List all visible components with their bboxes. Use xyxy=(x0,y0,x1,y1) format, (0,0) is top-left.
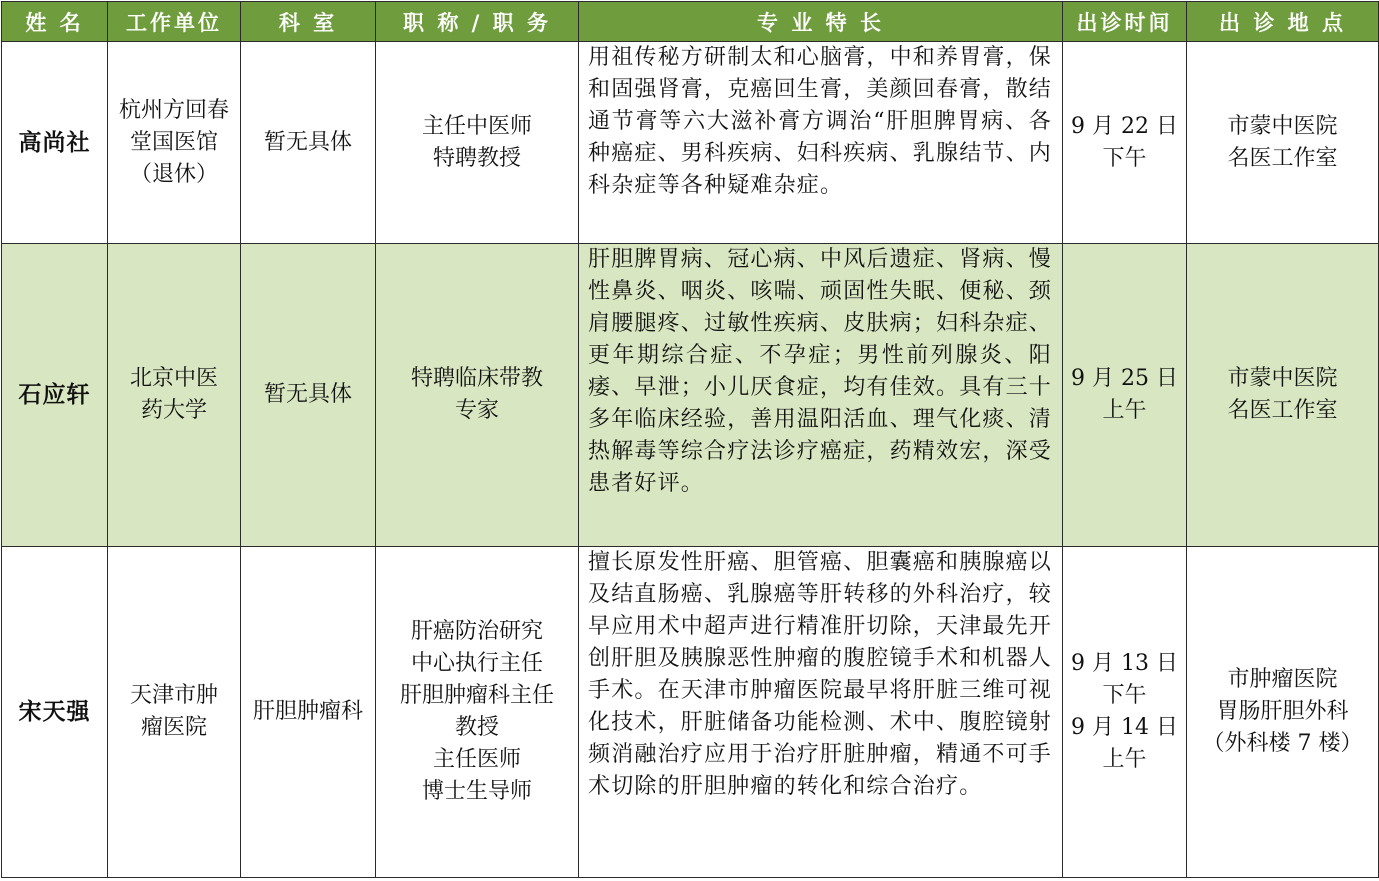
schedule-table xyxy=(1,1,1379,878)
clinic-time: 9 月 25 日 上午 xyxy=(1063,244,1187,547)
department: 暂无具体 xyxy=(241,42,376,244)
header-title: 职 称 / 职 务 xyxy=(376,2,579,42)
clinic-location: 市肿瘤医院 胃肠肝胆外科 （外科楼 7 楼） xyxy=(1187,547,1379,878)
header-time: 出诊时间 xyxy=(1063,2,1187,42)
header-specialty: 专 业 特 长 xyxy=(579,2,1063,42)
specialty: 用祖传秘方研制太和心脑膏，中和养胃膏，保和固强肾膏，克癌回生膏，美颜回春膏，散结通节膏等六大滋补膏方调治“肝胆脾胃病、各种癌症、男科疾病、妇科疾病、乳腺结节、内科杂症等各种疑难杂症。 xyxy=(579,42,1063,244)
header-name: 姓 名 xyxy=(2,2,108,42)
job-title: 主任中医师 特聘教授 xyxy=(376,42,579,244)
department: 暂无具体 xyxy=(241,244,376,547)
header-dept: 科 室 xyxy=(241,2,376,42)
work-unit: 北京中医 药大学 xyxy=(108,244,241,547)
doctor-name: 高尚社 xyxy=(2,42,108,244)
clinic-location: 市蒙中医院 名医工作室 xyxy=(1187,42,1379,244)
work-unit: 杭州方回春 堂国医馆 （退休） xyxy=(108,42,241,244)
job-title: 特聘临床带教 专家 xyxy=(376,244,579,547)
clinic-time: 9 月 22 日 下午 xyxy=(1063,42,1187,244)
work-unit: 天津市肿 瘤医院 xyxy=(108,547,241,878)
clinic-location: 市蒙中医院 名医工作室 xyxy=(1187,244,1379,547)
department: 肝胆肿瘤科 xyxy=(241,547,376,878)
job-title: 肝癌防治研究 中心执行主任 肝胆肿瘤科主任 教授 主任医师 博士生导师 xyxy=(376,547,579,878)
specialty: 擅长原发性肝癌、胆管癌、胆囊癌和胰腺癌以及结直肠癌、乳腺癌等肝转移的外科治疗，较早应用术中超声进行精准肝切除，天津最先开创肝胆及胰腺恶性肿瘤的腹腔镜手术和机器人手术。在天津市肿瘤医院最早将肝脏三维可视化技术，肝脏储备功能检测、术中、腹腔镜射频消融治疗应用于治疗肝脏肿瘤，精通不可手术切除的肝胆肿瘤的转化和综合治疗。 xyxy=(579,547,1063,878)
table-row xyxy=(2,547,1379,878)
header-unit: 工作单位 xyxy=(108,2,241,42)
doctor-name: 石应轩 xyxy=(2,244,108,547)
table-row xyxy=(2,42,1379,244)
header-location: 出 诊 地 点 xyxy=(1187,2,1379,42)
clinic-time: 9 月 13 日 下午 9 月 14 日 上午 xyxy=(1063,547,1187,878)
header-row xyxy=(2,2,1379,42)
table-row xyxy=(2,244,1379,547)
specialty: 肝胆脾胃病、冠心病、中风后遗症、肾病、慢性鼻炎、咽炎、咳喘、顽固性失眠、便秘、颈肩腰腿疼、过敏性疾病、皮肤病；妇科杂症、更年期综合症、不孕症；男性前列腺炎、阳痿、早泄；小儿厌食症，均有佳效。具有三十多年临床经验，善用温阳活血、理气化痰、清热解毒等综合疗法诊疗癌症，药精效宏，深受患者好评。 xyxy=(579,244,1063,547)
doctor-name: 宋天强 xyxy=(2,547,108,878)
